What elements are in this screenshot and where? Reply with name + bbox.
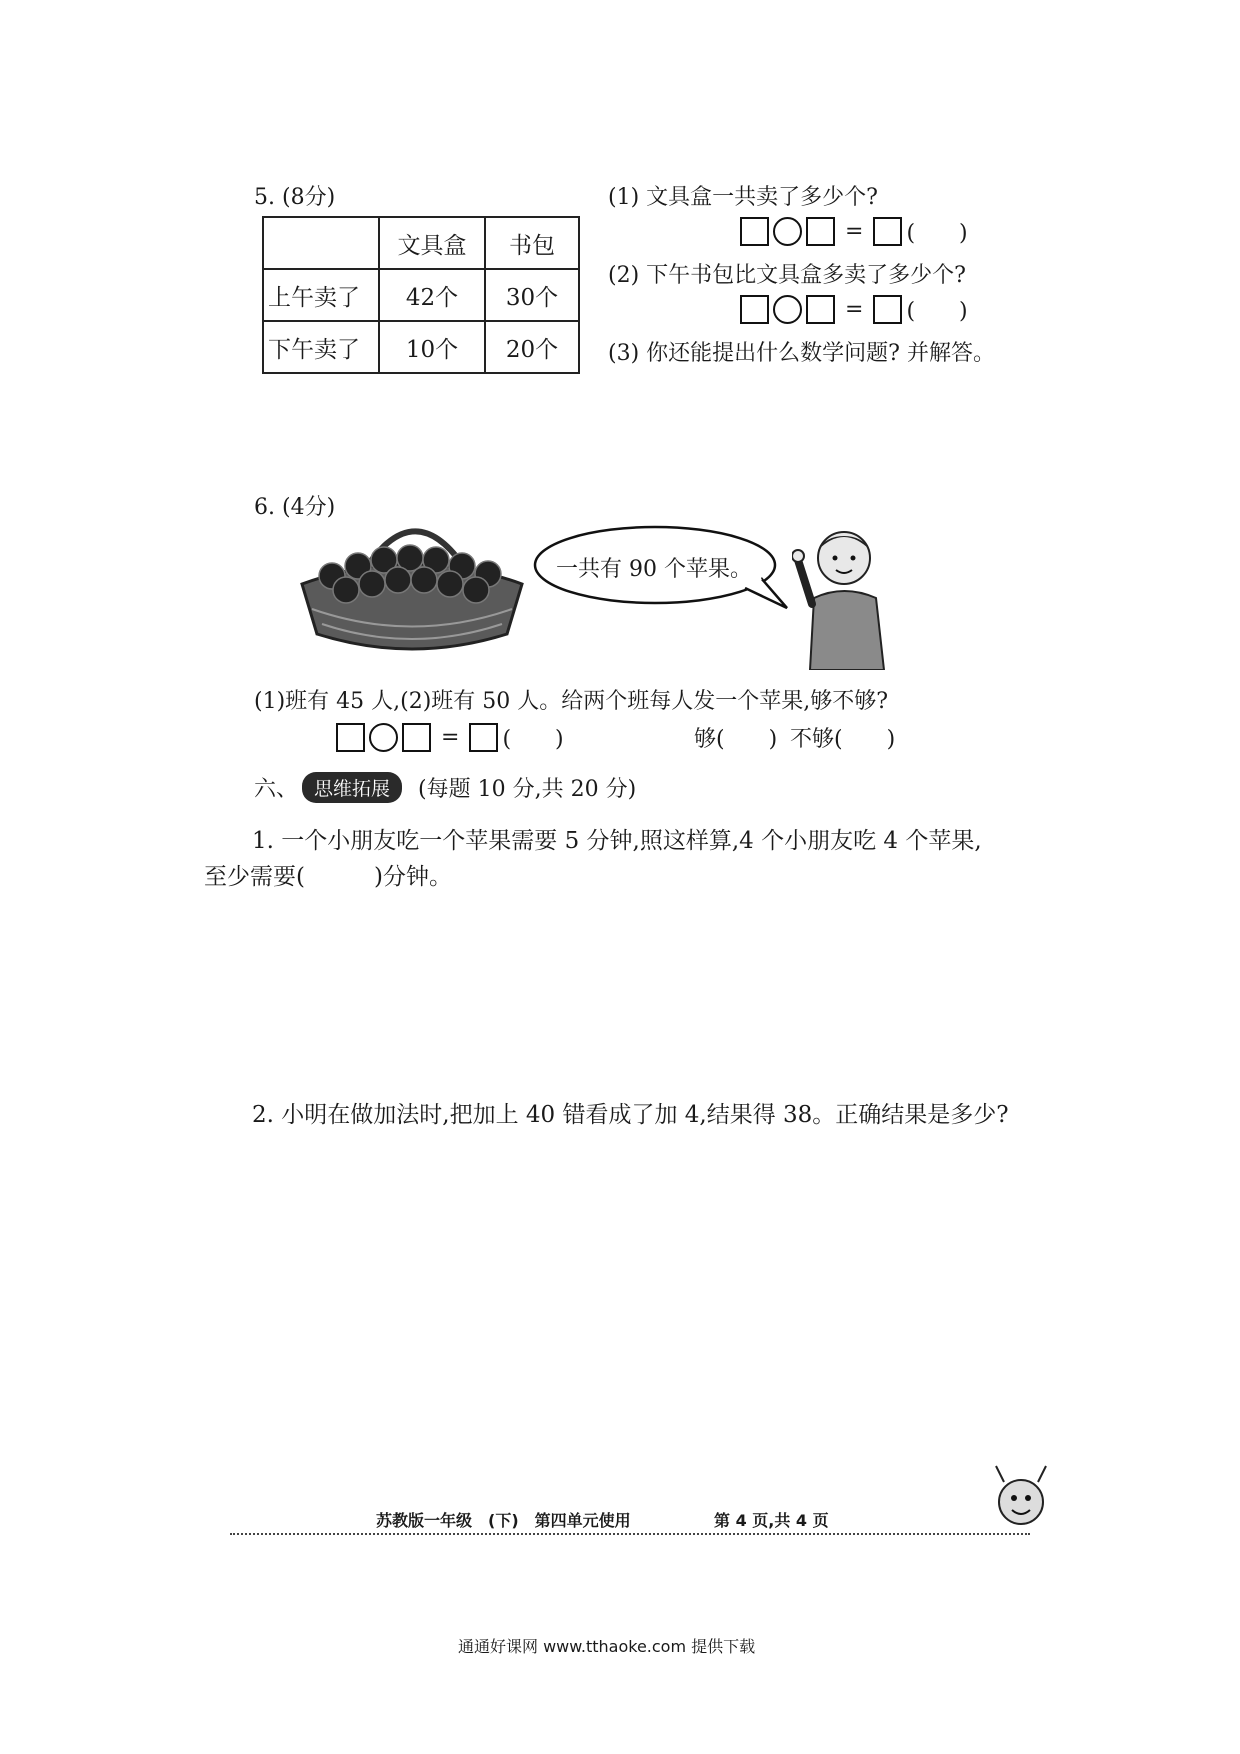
section6-prefix: 六、 [254,777,299,802]
enough-choice[interactable]: 够( ) [694,727,778,752]
table-header-row [263,217,579,269]
unit-blank[interactable]: ( ) [906,221,968,246]
cartoon-character-icon [986,1460,1056,1540]
equals-sign: = [441,725,460,750]
answer-box[interactable] [740,217,769,246]
table-row-label: 上午卖了 [263,269,379,321]
problem-1-line2: 至少需要( )分钟。 [204,864,452,890]
boy-illustration [792,520,902,670]
source-line: 通通好课网 www.tthaoke.com 提供下载 [458,1637,756,1656]
apple-basket-illustration [292,504,532,664]
footer-edition: 苏教版一年级 (下) 第四单元使用 [376,1511,631,1530]
q6-equation [336,722,564,753]
table-header-cell: 书包 [485,217,579,269]
table-cell: 10个 [379,321,485,373]
not-enough-choice[interactable]: 不够( ) [790,727,896,752]
q6-number: 6. (4分) [254,495,336,520]
problem-1-line1: 1. 一个小朋友吃一个苹果需要 5 分钟,照这样算,4 个小朋友吃 4 个苹果, [252,828,982,854]
table-header-cell: 文具盒 [379,217,485,269]
operator-circle[interactable] [773,217,802,246]
q5-number: 5. (8分) [254,185,336,210]
speech-text: 一共有 90 个苹果。 [556,557,752,582]
table-cell: 30个 [485,269,579,321]
unit-blank[interactable]: ( ) [502,727,564,752]
q5-sub3: (3) 你还能提出什么数学问题? 并解答。 [608,341,995,366]
operator-circle[interactable] [773,295,802,324]
q5-sub2: (2) 下午书包比文具盒多卖了多少个? [608,263,966,288]
table-row [263,269,579,321]
answer-box[interactable] [336,723,365,752]
table-row-label: 下午卖了 [263,321,379,373]
unit-blank[interactable]: ( ) [906,299,968,324]
sales-table [262,216,580,374]
answer-box[interactable] [873,217,902,246]
answer-box[interactable] [402,723,431,752]
section6-heading [254,772,636,803]
table-cell: 42个 [379,269,485,321]
answer-box[interactable] [469,723,498,752]
footer-divider [230,1533,1030,1535]
q5-sub1: (1) 文具盒一共卖了多少个? [608,185,878,210]
answer-box[interactable] [806,295,835,324]
footer-page-number: 第 4 页,共 4 页 [714,1511,829,1530]
answer-box[interactable] [740,295,769,324]
equals-sign: = [845,219,864,244]
table-row [263,321,579,373]
answer-box[interactable] [806,217,835,246]
q5-equation-2 [740,294,968,325]
section6-score: (每题 10 分,共 20 分) [418,777,637,802]
operator-circle[interactable] [369,723,398,752]
equals-sign: = [845,297,864,322]
answer-box[interactable] [873,295,902,324]
table-corner-cell [263,217,379,269]
table-cell: 20个 [485,321,579,373]
section6-badge: 思维拓展 [302,772,402,803]
q6-question: (1)班有 45 人,(2)班有 50 人。给两个班每人发一个苹果,够不够? [254,689,889,714]
q5-equation-1 [740,216,968,247]
problem-2: 2. 小明在做加法时,把加上 40 错看成了加 4,结果得 38。正确结果是多少? [252,1102,1009,1128]
